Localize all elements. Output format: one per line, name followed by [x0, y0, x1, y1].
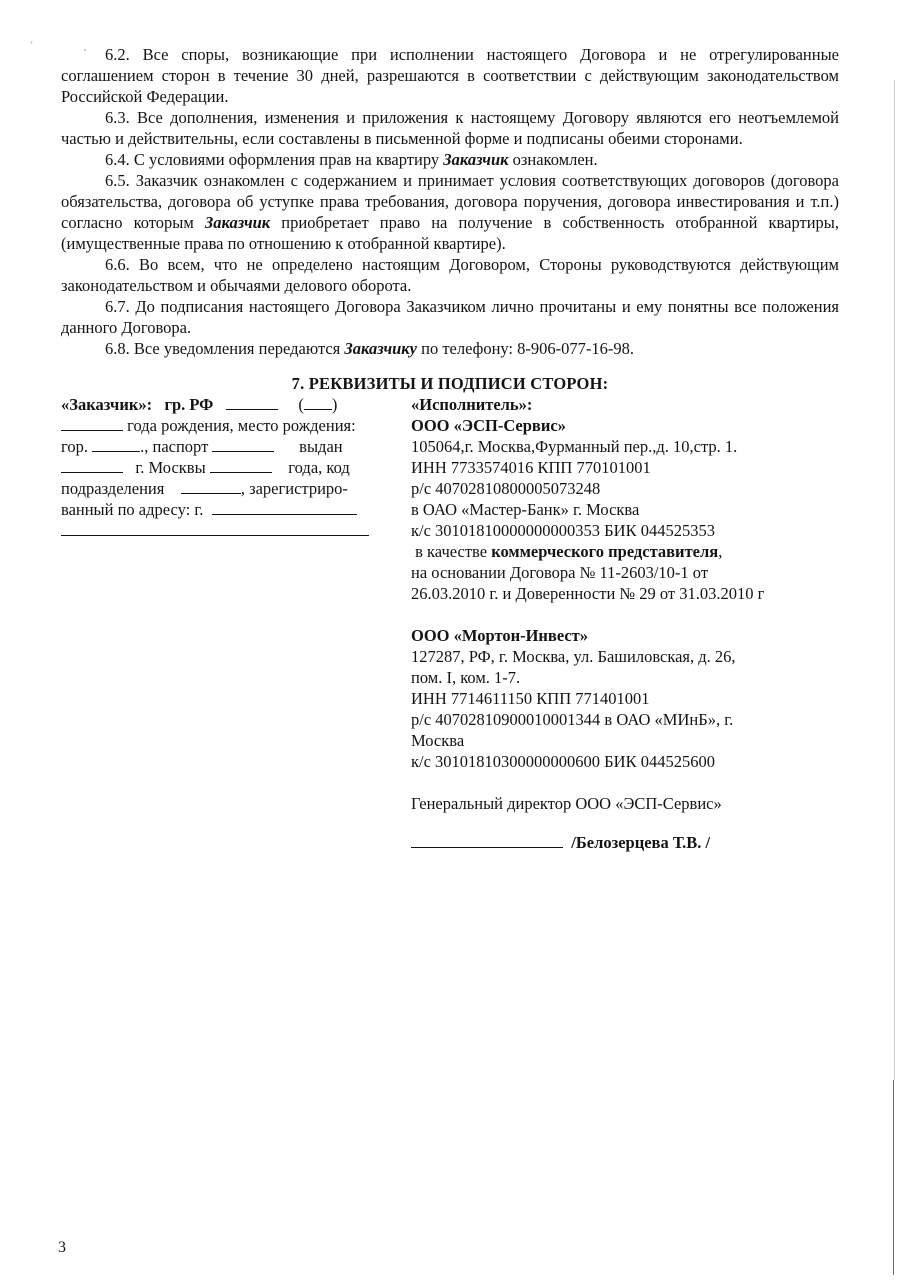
company2-corr-bik: к/с 30101810300000000600 БИК 044525600 [411, 752, 715, 771]
company1-corr-bik: к/с 30101810000000000353 БИК 044525353 [411, 521, 715, 540]
address-label: ванный по адресу: г. [61, 500, 204, 519]
customer-block [61, 394, 396, 853]
name-blank [226, 394, 278, 410]
customer-heading-line [61, 394, 396, 415]
division-line [61, 478, 396, 499]
birth-text: года рождения, место рождения: [127, 416, 356, 435]
contractor-heading: «Исполнитель»: [411, 395, 533, 414]
clause-6-5-text-a: 6.5. Заказчик ознакомлен с содержанием и принимает условия соответствующих договоров (договора обязательства, договора об уступке права требования, договора поручения, договора инвестирования и т.п.) согласно которым [61, 171, 839, 232]
clause-6-8-text-a: 6.8. Все уведомления передаются [105, 339, 345, 358]
clause-6-5 [61, 170, 839, 254]
clause-6-8 [61, 338, 839, 359]
birth-line [61, 415, 396, 436]
clause-6-4-text-a: 6.4. С условиями оформления прав на квартиру [105, 150, 444, 169]
signature-blank [411, 832, 563, 848]
moscow-label: г. Москвы [135, 458, 206, 477]
spacer [411, 604, 839, 625]
division-label: подразделения [61, 479, 165, 498]
contractor-block [411, 394, 839, 853]
company1-inn-kpp: ИНН 7733574016 КПП 770101001 [411, 458, 651, 477]
initials-blank [304, 394, 332, 410]
city-label: гор. [61, 437, 88, 456]
clause-6-4-text-c: ознакомлен. [508, 150, 598, 169]
address-blank [212, 499, 357, 515]
signer-title: Генеральный директор ООО «ЭСП-Сервис» [411, 794, 722, 813]
company1-address: 105064,г. Москва,Фурманный пер.,д. 10,стр. 1. [411, 437, 738, 456]
scan-edge-line [894, 80, 895, 1080]
role-suffix: , [718, 542, 723, 561]
passport-line [61, 436, 396, 457]
company2-address-1: 127287, РФ, г. Москва, ул. Башиловская, д. 26, [411, 647, 736, 666]
clause-6-6: 6.6. Во всем, что не определено настоящим Договором, Стороны руководствуются действующим законодательством и обычаями делового оборота. [61, 255, 839, 295]
company1-basis-2: 26.03.2010 г. и Доверенности № 29 от 31.03.2010 г [411, 584, 765, 603]
signer-name: /Белозерцева Т.В. / [571, 833, 711, 852]
issuer-line [61, 457, 396, 478]
customer-term: Заказчик [443, 150, 509, 169]
scan-speck: , [84, 42, 87, 52]
birth-year-blank [61, 415, 123, 431]
company1-name: ООО «ЭСП-Сервис» [411, 416, 566, 435]
address-line [61, 499, 396, 520]
division-blank [181, 478, 241, 494]
customer-heading: «Заказчик»: [61, 395, 153, 414]
company1-role-line [411, 541, 839, 562]
clause-6-3: 6.3. Все дополнения, изменения и приложения к настоящему Договору являются его неотъемлемой частью и действительны, если составлены в письменной форме и подписаны обеими сторонами. [61, 108, 839, 148]
signature-line [411, 832, 839, 853]
spacer [411, 772, 839, 793]
clause-6-2: 6.2. Все споры, возникающие при исполнении настоящего Договора и не отрегулированные соглашением сторон в течение 30 дней, разрешаются в соответствии с действующим законодательством Российской Федерации. [61, 45, 839, 106]
issue-year-blank [210, 457, 272, 473]
role-prefix: в качестве [415, 542, 492, 561]
role-text: коммерческого представителя [491, 542, 719, 561]
company1-bank: в ОАО «Мастер-Банк» г. Москва [411, 500, 640, 519]
registered-label: , зарегистриро- [240, 479, 348, 498]
company2-inn-kpp: ИНН 7714611150 КПП 771401001 [411, 689, 650, 708]
page-number: 3 [58, 1239, 66, 1256]
issued-label: выдан [299, 437, 343, 456]
company2-name: ООО «Мортон-Инвест» [411, 626, 589, 645]
requisites [61, 394, 839, 853]
company2-address-2: пом. I, ком. 1-7. [411, 668, 521, 687]
scan-edge-line [893, 1080, 894, 1275]
paren-close: ) [331, 395, 338, 414]
address-blank-2 [61, 520, 369, 536]
year-code-label: года, код [288, 458, 350, 477]
issue-date-blank [61, 457, 123, 473]
passport-label: ., паспорт [140, 437, 209, 456]
address-line-2 [61, 520, 396, 541]
clause-6-7: 6.7. До подписания настоящего Договора Заказчиком лично прочитаны и ему понятны все положения данного Договора. [61, 297, 839, 337]
document-body [61, 44, 839, 853]
customer-term: Заказчик [204, 213, 271, 232]
customer-citizenship: гр. РФ [164, 395, 214, 414]
customer-term: Заказчику [344, 339, 417, 358]
clause-6-8-text-c: по телефону: 8-906-077-16-98. [417, 339, 634, 358]
section-title: 7. РЕКВИЗИТЫ И ПОДПИСИ СТОРОН: [291, 374, 609, 393]
clause-6-5-text-c: приобретает право на получение в собственность отобранной квартиры, (имущественные права по отношению к отобранной квартире). [61, 213, 839, 253]
city-blank [92, 436, 140, 452]
clause-6-4 [61, 149, 839, 170]
passport-blank [212, 436, 274, 452]
company1-account: р/с 40702810800005073248 [411, 479, 601, 498]
scan-speck: ' [31, 40, 33, 50]
company2-city: Москва [411, 731, 465, 750]
paren-open: ( [298, 395, 304, 414]
company2-account: р/с 40702810900010001344 в ОАО «МИнБ», г. [411, 710, 734, 729]
company1-basis-1: на основании Договора № 11-2603/10-1 от [411, 563, 709, 582]
